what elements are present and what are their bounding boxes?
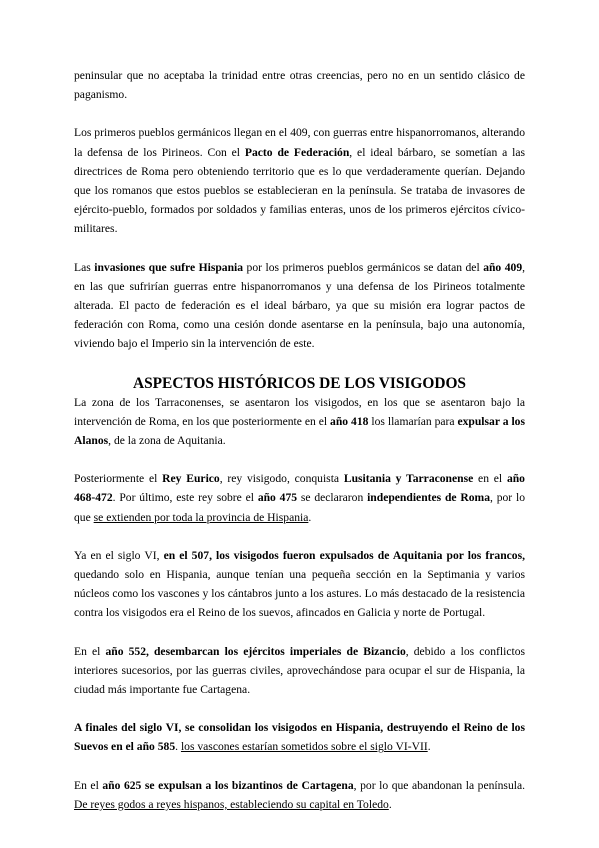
bold-text: año 475 (257, 491, 298, 505)
text-run: . Por último, este rey sobre el (112, 491, 258, 505)
paragraph (74, 546, 525, 623)
paragraph (74, 258, 525, 354)
text-run: se declararon (297, 491, 368, 505)
text-run: , por lo que (74, 491, 525, 524)
text-run: Los primeros pueblos germánicos llegan en el 409, con guerras entre hispanorromanos, alterando la defensa de los Pirineos. Con el (74, 126, 525, 159)
section-heading: ASPECTOS HISTÓRICOS DE LOS VISIGODOS (132, 374, 466, 392)
text-run: , de la zona de Aquitania. (108, 434, 226, 448)
body-after-heading (74, 393, 525, 814)
text-run: , rey visigodo, conquista (219, 472, 344, 486)
text-run: peninsular que no aceptaba la trinidad entre otras creencias, pero no en un sentido clásico de paganismo. (74, 69, 525, 102)
text-run: La zona de los Tarraconenses, se asentaron los visigodos, en los que se asentaron bajo la intervención de Roma, en los que posteriormente en el (74, 395, 525, 428)
text-run: Las (74, 260, 95, 274)
bold-text: Lusitania y Tarraconense (343, 472, 474, 486)
paragraph (74, 642, 525, 700)
text-run: en el (473, 472, 507, 486)
bold-text: A finales del siglo VI, se consolidan los visigodos en Hispania, destruyendo el Reino de los Suevos en el año 585 (74, 721, 525, 754)
bold-text: independientes de Roma (367, 491, 490, 505)
bold-text: invasiones que sufre Hispania (94, 260, 244, 274)
underlined-text: De reyes godos a reyes hispanos, estableciendo su capital en Toledo (74, 797, 389, 811)
paragraph (74, 776, 525, 814)
bold-text: en el 507, los visigodos fueron expulsados de Aquitania por los francos, (163, 548, 525, 562)
paragraph (74, 123, 525, 238)
bold-text: año 625 se expulsan a los bizantinos de Cartagena (102, 778, 354, 792)
underlined-text: los vascones estarían sometidos sobre el siglo VI-VII (180, 740, 428, 754)
text-run: . (308, 510, 312, 524)
body-before-heading (74, 66, 525, 354)
underlined-text: se extienden por toda la provincia de Hispania (93, 510, 309, 524)
paragraph (74, 66, 525, 104)
text-run: Ya en el siglo VI, (74, 548, 164, 562)
text-run: . (175, 740, 181, 754)
text-run: , por lo que abandonan la península. (353, 778, 526, 792)
text-run: , el ideal bárbaro, se sometían a las directrices de Roma pero obteniendo territorio que es lo que verdaderamente querían. Dejando que los romanos que estos pueblos se establecieran en la península. Se trataba de invasores de ejército-pueblo, formados por soldados y familias enteras, unos de los primeros ejércitos cívico-militares. (74, 145, 525, 236)
bold-text: año 552, desembarcan los ejércitos imperiales de Bizancio (105, 644, 406, 658)
text-run: En el (74, 644, 106, 658)
bold-text: año 418 (330, 414, 369, 428)
bold-text: Pacto de Federación (244, 145, 350, 159)
text-run: quedando solo en Hispania, aunque tenían una pequeña sección en la Septimania y varios núcleos como los vascones y los cántabros junto a los astures. Lo más destacado de la resistencia contra los visigodos era el Reino de los suevos, afincados en Galicia y norte de Portugal. (74, 568, 525, 620)
text-run: por los primeros pueblos germánicos se datan del (243, 260, 484, 274)
bold-text: año 468-472 (74, 472, 525, 505)
text-run: . (388, 797, 392, 811)
text-run: . (427, 740, 431, 754)
text-run: Posteriormente el (74, 472, 163, 486)
text-run: En el (74, 778, 103, 792)
paragraph (74, 718, 525, 756)
text-run: los llamarían para (368, 414, 458, 428)
bold-text: expulsar a los Alanos (74, 414, 525, 448)
paragraph (74, 393, 525, 451)
bold-text: año 409 (483, 260, 523, 274)
bold-text: Rey Eurico (162, 472, 220, 486)
text-run: , en las que sufrirían guerras entre hispanorromanos y una defensa de los Pirineos totalmente alterada. El pacto de federación es el ideal bárbaro, ya que su misión era lograr pactos de federación con Roma, como una cesión donde asentarse en la península, bajo una autonomía, viviendo bajo el Imperio sin la intervención de este. (74, 260, 526, 351)
text-run: , debido a los conflictos interiores sucesorios, por las guerras civiles, aprovechándose para ocupar el sur de Hispania, la ciudad más importante fue Cartagena. (74, 644, 525, 697)
paragraph (74, 469, 525, 527)
